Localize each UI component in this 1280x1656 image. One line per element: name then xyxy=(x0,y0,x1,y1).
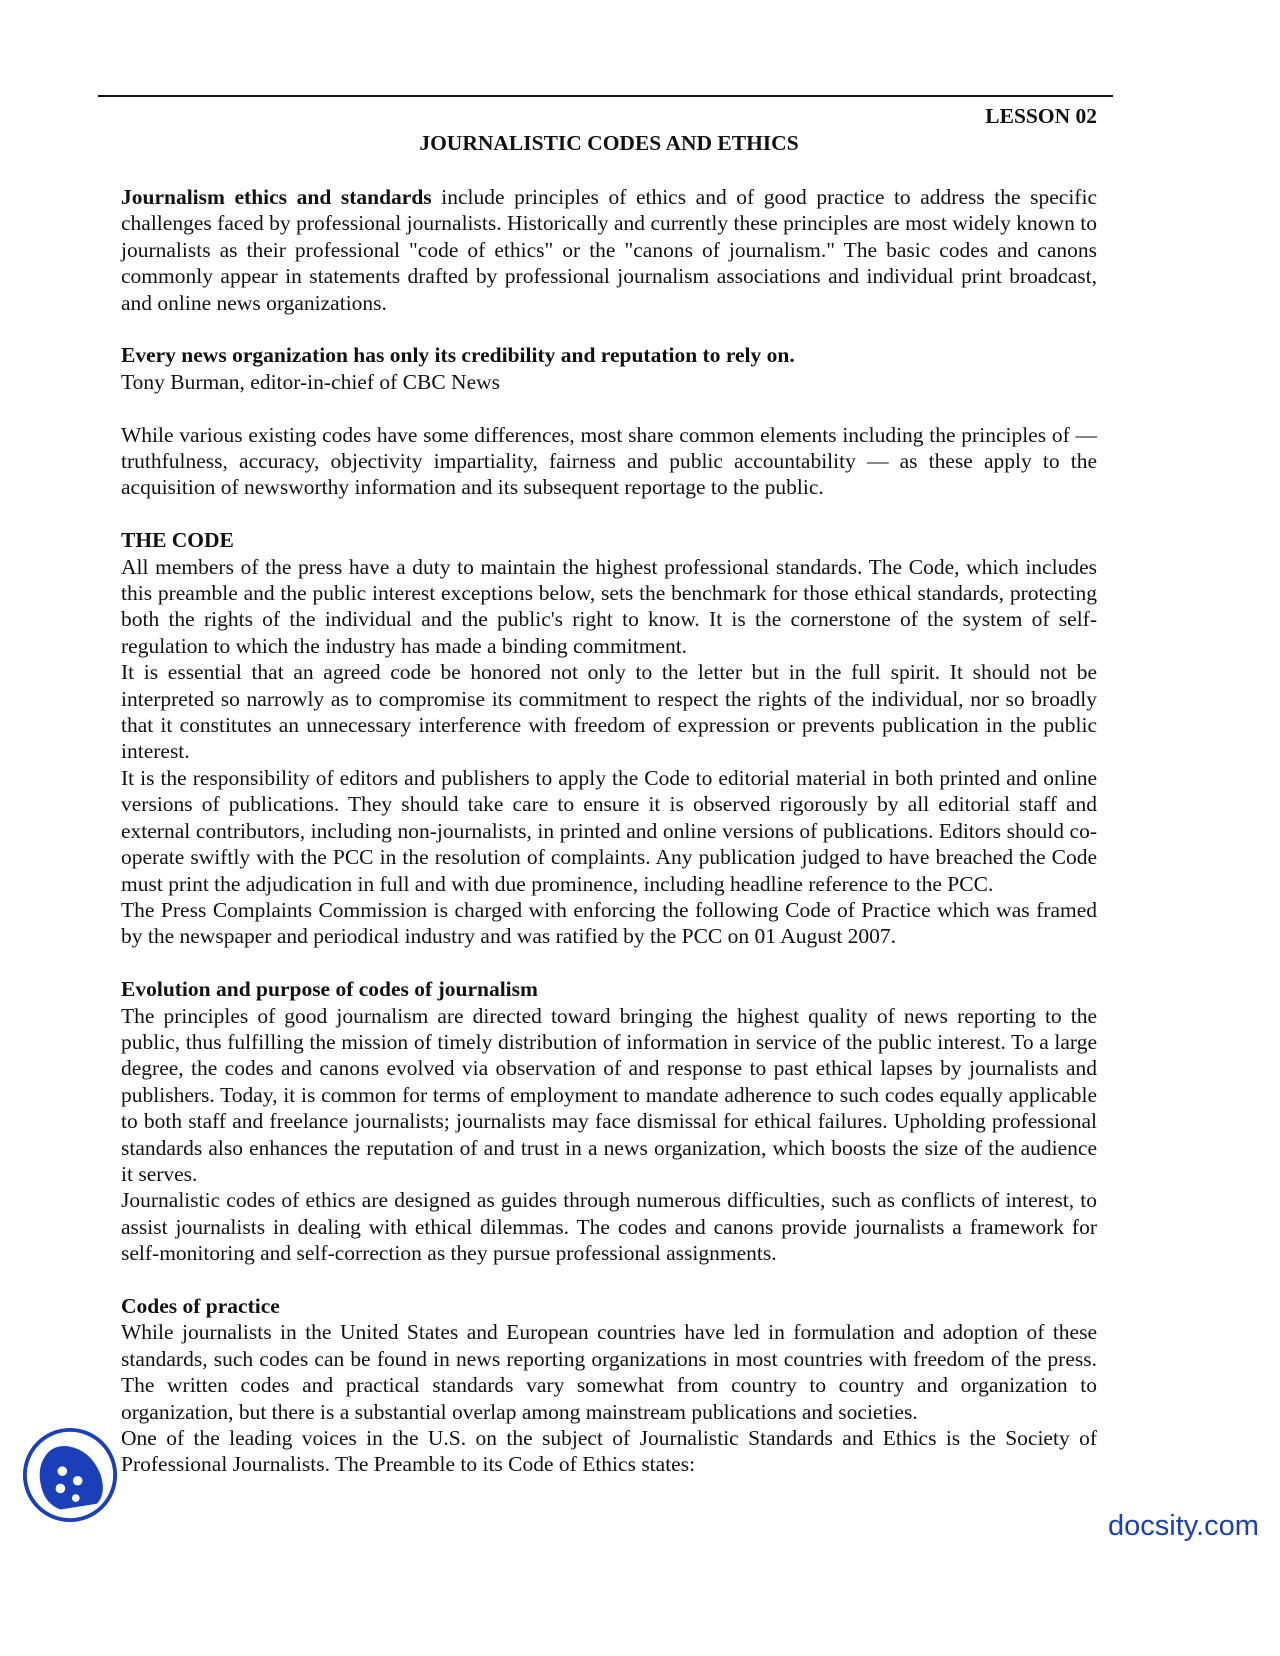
docsity-brand[interactable]: docsity.com xyxy=(1108,1510,1259,1542)
evolution-paragraph: The principles of good journalism are directed toward bringing the highest quality of news reporting to the public, thus fulfilling the mission of timely distribution of information in service of the public interest. To a large degree, the codes and canons evolved via observation of and response to past ethical lapses by journalists and publishers. Today, it is common for terms of employment to mandate adherence to such codes equally applicable to both staff and freelance journalists; journalists may face dismissal for ethical failures. Upholding professional standards also enhances the reputation of and trust in a news organization, which boosts the size of the audience it serves. xyxy=(121,1003,1097,1186)
section-heading-codes-of-practice: Codes of practice xyxy=(121,1293,280,1318)
section-heading-evolution: Evolution and purpose of codes of journalism xyxy=(121,977,538,1002)
quote-text: Every news organization has only its credibility and reputation to rely on. xyxy=(121,343,795,368)
evolution-paragraph: Journalistic codes of ethics are designed as guides through numerous difficulties, such as conflicts of interest, to assist journalists in dealing with ethical dilemmas. The codes and canons provide journalists a framework for self-monitoring and self-correction as they pursue professional assignments. xyxy=(121,1188,1097,1266)
header-rule xyxy=(98,95,1113,97)
document-body xyxy=(121,184,1097,1478)
lesson-label: LESSON 02 xyxy=(985,104,1097,128)
the-code-paragraph: All members of the press have a duty to maintain the highest professional standards. The Code, which includes this preamble and the public interest exceptions below, sets the benchmark for those ethical standards, protecting both the rights of the individual and the public's right to know. It is the cornerstone of the system of self-regulation to which the industry has made a binding commitment. xyxy=(121,554,1097,658)
section-heading-the-code: THE CODE xyxy=(121,528,234,553)
intro-text: include principles of ethics and of good practice to address the specific challenges faced by professional journalists. Historically and currently these principles are most widely known to journalists as their professional "code of ethics" or the "canons of journalism." The basic codes and canons commonly appear in statements drafted by professional journalism associations and individual print broadcast, and online news organizations. xyxy=(121,185,1097,315)
codes-of-practice-paragraph: While journalists in the United States and European countries have led in formulation and adoption of these standards, such codes can be found in news reporting organizations in most countries with freedom of the press. The written codes and practical standards vary somewhat from country to country and organization to organization, but there is a substantial overlap among mainstream publications and societies. xyxy=(121,1320,1097,1424)
intro-lead: Journalism ethics and standards xyxy=(121,185,432,209)
the-code-paragraph: It is essential that an agreed code be honored not only to the letter but in the full spirit. It should not be interpreted so narrowly as to compromise its commitment to respect the rights of the individual, nor so broadly that it constitutes an unnecessary interference with freedom of expression or prevents publication in the public interest. xyxy=(121,660,1097,764)
codes-of-practice-paragraph: One of the leading voices in the U.S. on the subject of Journalistic Standards and Ethics is the Society of Professional Journalists. The Preamble to its Code of Ethics states: xyxy=(121,1426,1097,1477)
page-title: JOURNALISTIC CODES AND ETHICS xyxy=(419,131,799,155)
the-code-paragraph: The Press Complaints Commission is charged with enforcing the following Code of Practice which was framed by the newspaper and periodical industry and was ratified by the PCC on 01 August 2007. xyxy=(121,897,1097,949)
quote-attribution: Tony Burman, editor-in-chief of CBC News xyxy=(121,369,501,394)
intro-paragraph xyxy=(121,184,1097,316)
docsity-logo-icon xyxy=(22,1427,118,1523)
common-elements-paragraph: While various existing codes have some differences, most share common elements including the principles of — truthfulness, accuracy, objectivity impartiality, fairness and public accountability — as these apply to the acquisition of newsworthy information and its subsequent reportage to the public. xyxy=(121,422,1097,500)
the-code-paragraph: It is the responsibility of editors and publishers to apply the Code to editorial material in both printed and online versions of publications. They should take care to ensure it is observed rigorously by all editorial staff and external contributors, including non-journalists, in printed and online versions of publications. Editors should co-operate swiftly with the PCC in the resolution of complaints. Any publication judged to have breached the Code must print the adjudication in full and with due prominence, including headline reference to the PCC. xyxy=(121,765,1097,896)
